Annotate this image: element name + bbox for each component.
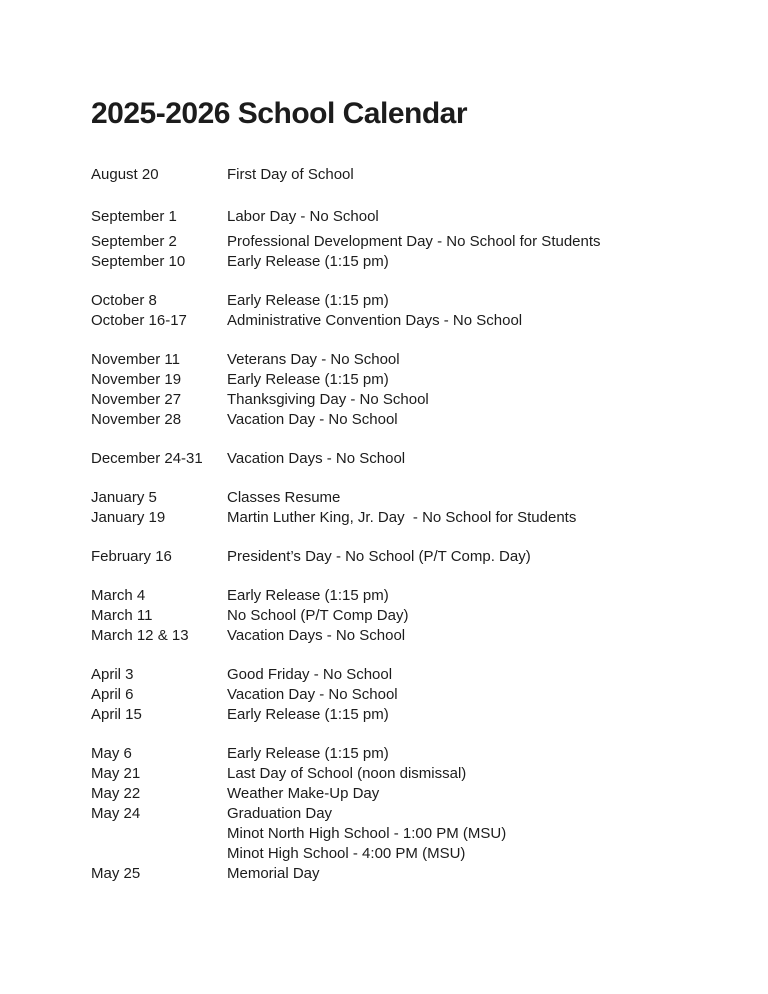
event-description: Early Release (1:15 pm)	[227, 253, 389, 270]
event-date: May 21	[91, 765, 141, 782]
event-description: Vacation Day - No School	[227, 686, 398, 703]
event-description: Veterans Day - No School	[227, 351, 400, 368]
calendar-row	[91, 705, 768, 725]
event-description: Vacation Days - No School	[227, 627, 406, 644]
event-description: Professional Development Day - No School for Students	[227, 233, 601, 250]
calendar-row	[91, 207, 768, 227]
calendar-row	[91, 626, 768, 646]
event-date: January 19	[91, 509, 166, 526]
event-date: August 20	[91, 166, 159, 183]
calendar-row	[91, 606, 768, 626]
event-description: Administrative Convention Days - No School	[227, 312, 523, 329]
event-date: April 6	[91, 686, 134, 703]
event-date: September 1	[91, 208, 177, 225]
event-date: November 28	[91, 411, 182, 428]
event-description: Martin Luther King, Jr. Day - No School for Students	[227, 509, 577, 526]
calendar-row	[91, 165, 768, 185]
event-date: March 4	[91, 587, 146, 604]
calendar-row	[91, 311, 768, 331]
event-description: Early Release (1:15 pm)	[227, 706, 389, 723]
calendar-row	[91, 370, 768, 390]
event-date: March 12 & 13	[91, 627, 189, 644]
event-description: President’s Day - No School (P/T Comp. Day)	[227, 548, 531, 565]
event-description: Early Release (1:15 pm)	[227, 371, 389, 388]
event-description: No School (P/T Comp Day)	[227, 607, 409, 624]
event-description: Early Release (1:15 pm)	[227, 745, 389, 762]
event-date: May 25	[91, 865, 141, 882]
calendar-row	[91, 824, 768, 844]
calendar-row	[91, 252, 768, 272]
event-date: February 16	[91, 548, 172, 565]
calendar-row	[91, 685, 768, 705]
event-date: May 22	[91, 785, 141, 802]
event-description: Minot North High School - 1:00 PM (MSU)	[227, 825, 507, 842]
event-date: March 11	[91, 607, 153, 624]
calendar-row	[91, 547, 768, 567]
event-date: January 5	[91, 489, 157, 506]
calendar-row	[91, 508, 768, 528]
document-title: 2025-2026 School Calendar	[91, 97, 468, 130]
event-description: First Day of School	[227, 166, 354, 183]
calendar-row	[91, 410, 768, 430]
event-description: Vacation Day - No School	[227, 411, 398, 428]
event-description: Early Release (1:15 pm)	[227, 587, 389, 604]
event-date: May 6	[91, 745, 132, 762]
event-date: October 8	[91, 292, 157, 309]
event-date	[91, 824, 227, 844]
event-description: Classes Resume	[227, 489, 341, 506]
event-date	[91, 844, 227, 864]
calendar-row	[91, 784, 768, 804]
event-date: May 24	[91, 805, 141, 822]
calendar-row	[91, 586, 768, 606]
event-description: Memorial Day	[227, 865, 320, 882]
calendar-row	[91, 291, 768, 311]
calendar-list	[91, 165, 768, 884]
event-description: Graduation Day	[227, 805, 333, 822]
event-date: April 15	[91, 706, 142, 723]
event-description: Vacation Days - No School	[227, 450, 406, 467]
calendar-row	[91, 804, 768, 824]
event-date: April 3	[91, 666, 134, 683]
event-date: November 11	[91, 351, 180, 368]
event-description: Last Day of School (noon dismissal)	[227, 765, 467, 782]
event-date: September 10	[91, 253, 186, 270]
event-description: Early Release (1:15 pm)	[227, 292, 389, 309]
event-date: November 27	[91, 391, 182, 408]
event-description: Thanksgiving Day - No School	[227, 391, 429, 408]
event-description: Minot High School - 4:00 PM (MSU)	[227, 845, 466, 862]
event-date: December 24-31	[91, 450, 203, 467]
calendar-row	[91, 488, 768, 508]
calendar-row	[91, 744, 768, 764]
event-date: October 16-17	[91, 312, 187, 329]
calendar-row	[91, 449, 768, 469]
event-date: September 2	[91, 233, 177, 250]
calendar-row	[91, 844, 768, 864]
event-date: November 19	[91, 371, 182, 388]
calendar-row	[91, 864, 768, 884]
event-description: Labor Day - No School	[227, 208, 379, 225]
calendar-row	[91, 764, 768, 784]
event-description: Weather Make-Up Day	[227, 785, 380, 802]
calendar-row	[91, 350, 768, 370]
calendar-row	[91, 232, 768, 252]
event-description: Good Friday - No School	[227, 666, 393, 683]
calendar-row	[91, 390, 768, 410]
calendar-row	[91, 665, 768, 685]
